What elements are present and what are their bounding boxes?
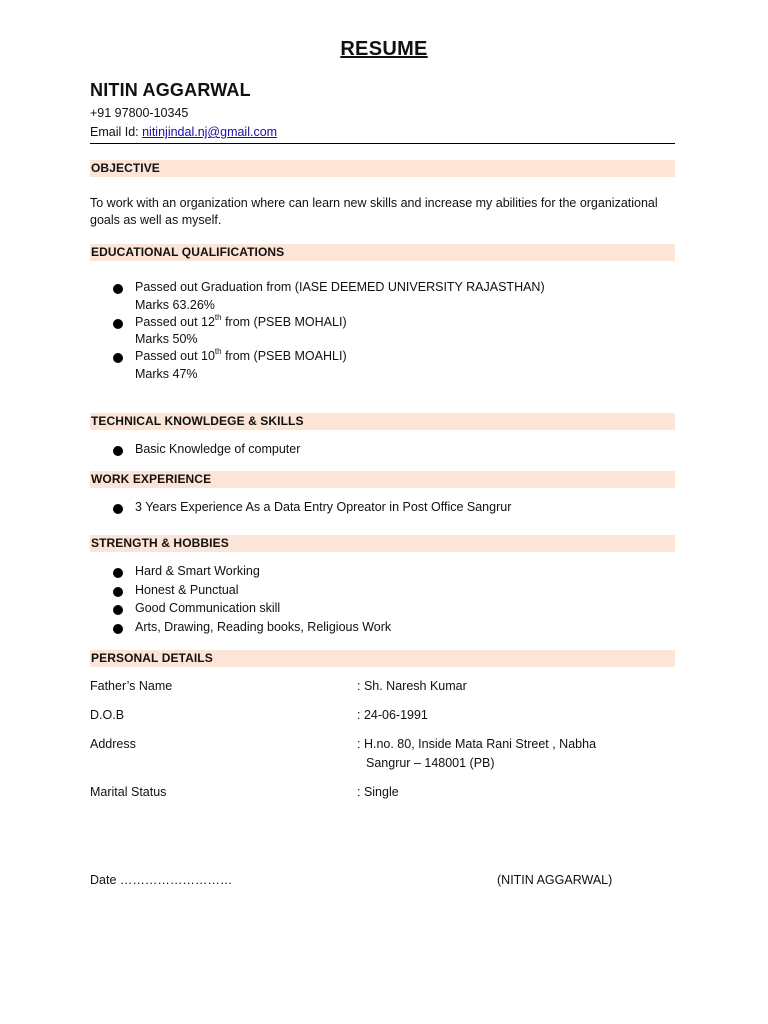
bullet-icon	[113, 624, 123, 634]
hobby-item: Honest & Punctual	[135, 583, 239, 597]
email-link[interactable]: nitinjindal.nj@gmail.com	[142, 125, 278, 139]
detail-label: Address	[90, 737, 136, 751]
detail-value: : Sh. Naresh Kumar	[357, 679, 467, 693]
bullet-icon	[113, 568, 123, 578]
section-heading: OBJECTIVE	[91, 161, 160, 175]
bullet-icon	[113, 353, 123, 363]
section-heading: PERSONAL DETAILS	[91, 651, 213, 665]
education-item: Passed out 10th from (PSEB MOAHLI)	[135, 347, 347, 363]
bullet-icon	[113, 446, 123, 456]
section-personal-bar	[90, 650, 675, 667]
detail-label: Father’s Name	[90, 679, 173, 693]
signature-name: (NITIN AGGARWAL)	[497, 873, 613, 887]
skill-item: Basic Knowledge of computer	[135, 442, 301, 456]
detail-label: Marital Status	[90, 785, 167, 799]
education-item: Passed out 12th from (PSEB MOHALI)	[135, 313, 347, 329]
section-strength-bar	[90, 535, 675, 552]
detail-value-line2: Sangrur – 148001 (PB)	[366, 756, 495, 770]
bullet-icon	[113, 319, 123, 329]
date-line: Date ………………………	[90, 873, 233, 887]
bullet-icon	[113, 284, 123, 294]
bullet-icon	[113, 587, 123, 597]
section-heading: WORK EXPERIENCE	[91, 472, 212, 486]
work-item: 3 Years Experience As a Data Entry Opreator in Post Office Sangrur	[135, 500, 512, 514]
document-title: RESUME	[340, 38, 428, 60]
section-heading: TECHNICAL KNOWLDEGE & SKILLS	[91, 414, 304, 428]
objective-text: To work with an organization where can learn new skills and increase my abilities for the organizational goals as well as myself.	[90, 196, 658, 227]
detail-value: : 24-06-1991	[357, 708, 428, 722]
hobby-item: Good Communication skill	[135, 601, 281, 615]
hobby-item: Hard & Smart Working	[135, 564, 260, 578]
education-marks: Marks 50%	[135, 332, 198, 346]
section-education-bar	[90, 244, 675, 261]
education-item: Passed out Graduation from (IASE DEEMED UNIVERSITY RAJASTHAN)	[135, 280, 545, 294]
education-marks: Marks 47%	[135, 367, 198, 381]
detail-value: : Single	[357, 785, 399, 799]
section-objective-bar	[90, 160, 675, 177]
section-work-bar	[90, 471, 675, 488]
candidate-name: NITIN AGGARWAL	[90, 80, 251, 100]
email-line	[90, 125, 277, 139]
section-heading: STRENGTH & HOBBIES	[91, 536, 229, 550]
phone-number: +91 97800-10345	[90, 106, 189, 120]
section-heading: EDUCATIONAL QUALIFICATIONS	[91, 245, 285, 259]
hobby-item: Arts, Drawing, Reading books, Religious Work	[135, 620, 392, 634]
header-divider	[90, 143, 675, 144]
detail-value: : H.no. 80, Inside Mata Rani Street , Nabha	[357, 737, 597, 751]
email-label: Email Id:	[90, 125, 143, 139]
bullet-icon	[113, 504, 123, 514]
education-marks: Marks 63.26%	[135, 298, 215, 312]
detail-label: D.O.B	[90, 708, 125, 722]
bullet-icon	[113, 605, 123, 615]
section-technical-bar	[90, 413, 675, 430]
